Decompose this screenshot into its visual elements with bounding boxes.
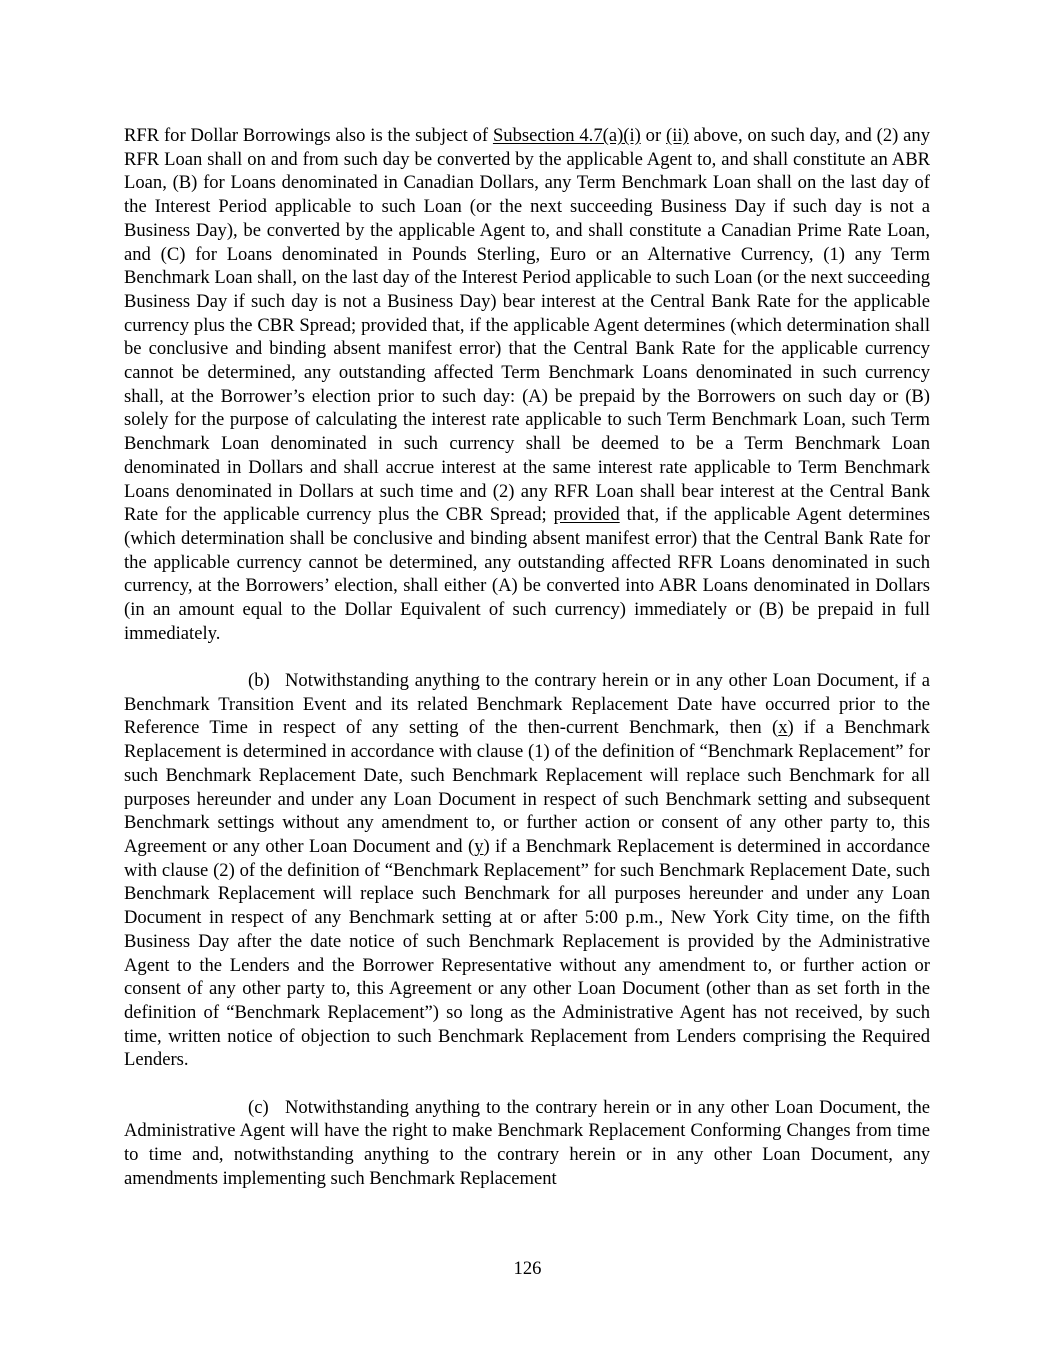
page-number: 126 — [513, 1258, 542, 1279]
para-b-text-3: ) if a Benchmark Replacement is determined in accordance with clause (2) of the definition of “Benchmark Replacement” for such Benchmark Replacement Date, such Benchmark Replacement will replace such Benchmark for all purposes hereunder and under any Loan Document in respect of any Benchmark setting at or after 5:00 p.m., New York City time, on the fifth Business Day after the date notice of such Benchmark Replacement is provided by the Administrative Agent to the Lenders and the Borrower Representative without any amendment to, or further action or consent of any other party to, this Agreement or any other Loan Document (other than as set forth in the definition of “Benchmark Replacement”) so long as the Administrative Agent has not received, by such time, written notice of objection to such Benchmark Replacement from Lenders comprising the Required Lenders. — [124, 835, 930, 1071]
para-a-text-2: or — [640, 125, 666, 146]
paragraph-c-marker: (c) — [248, 1096, 269, 1118]
paragraph-c — [124, 1096, 930, 1191]
provided-term: provided — [553, 504, 620, 526]
para-a-text-1: RFR for Dollar Borrowings also is the subject of — [124, 125, 493, 146]
paragraph-b-marker: (b) — [248, 670, 270, 692]
subsection-reference-link: Subsection 4.7(a)(i) — [492, 125, 641, 146]
clause-y-marker: y — [474, 835, 484, 857]
para-a-text-3: above, on such day, and (2) any RFR Loan shall on and from such day be converted by the applicable Agent to, and shall constitute an ABR Loan, (B) for Loans denominated in Canadian Dollars, any Term Benchmark Loan shall on the last day of the Interest Period applicable to such Loan (or the next succeeding Business Day if such day is not a Business Day), be converted by the applicable Agent to, and shall constitute a Canadian Prime Rate Loan, and (C) for Loans denominated in Pounds Sterling, Euro or an Alternative Currency, (1) any Term Benchmark Loan shall, on the last day of the Interest Period applicable to such Loan (or the next succeeding Business Day if such day is not a Business Day) bear interest at the Central Bank Rate for the applicable currency plus the CBR Spread; provided that, if the applicable Agent determines (which determination shall be conclusive and binding absent manifest error) that the Central Bank Rate for the applicable currency cannot be determined, any outstanding affected Term Benchmark Loans denominated in such currency shall, at the Borrower’s election prior to such day: (A) be prepaid by the Borrowers on such day or (B) solely for the purpose of calculating the interest rate applicable to such Term Benchmark Loan, such Term Benchmark Loan denominated in such currency shall be deemed to be a Term Benchmark Loan denominated in Dollars and shall accrue interest at the same interest rate applicable to Term Benchmark Loans denominated in Dollars at such time and (2) any RFR Loan shall bear interest at the Central Bank Rate for the applicable currency plus the CBR Spread; — [124, 125, 930, 526]
clause-x-marker: x — [778, 717, 788, 739]
paragraph-b — [124, 669, 930, 1072]
document-page-body — [124, 124, 930, 1190]
paragraph-a-continuation — [124, 124, 930, 645]
clause-ii-reference: (ii) — [666, 125, 689, 146]
para-a-text-4: that, if the applicable Agent determines (which determination shall be conclusive and binding absent manifest error) that the Central Bank Rate for the applicable currency cannot be determined, any outstanding affected RFR Loans denominated in such currency, at the Borrowers’ election, shall either (A) be converted into ABR Loans denominated in Dollars (in an amount equal to the Dollar Equivalent of such currency) immediately or (B) be prepaid in full immediately. — [124, 504, 931, 644]
para-b-text-2: ) if a Benchmark Replacement is determined in accordance with clause (1) of the definition of “Benchmark Replacement” for such Benchmark Replacement Date, such Benchmark Replacement will replace such Benchmark for all purposes hereunder and under any Loan Document in respect of such Benchmark setting and subsequent Benchmark settings without any amendment to, or further action or consent of any other party to, this Agreement or any other Loan Document and ( — [124, 717, 930, 857]
para-c-text-1: Notwithstanding anything to the contrary herein or in any other Loan Document, the Administrative Agent will have the right to make Benchmark Replacement Conforming Changes from time to time and, notwithstanding anything to the contrary herein or in any other Loan Document, any amendments implementing such Benchmark Replacement — [124, 1096, 930, 1189]
para-b-text-1: Notwithstanding anything to the contrary herein or in any other Loan Document, if a Benchmark Transition Event and its related Benchmark Replacement Date have occurred prior to the Reference Time in respect of any setting of the then-current Benchmark, then ( — [124, 670, 930, 739]
